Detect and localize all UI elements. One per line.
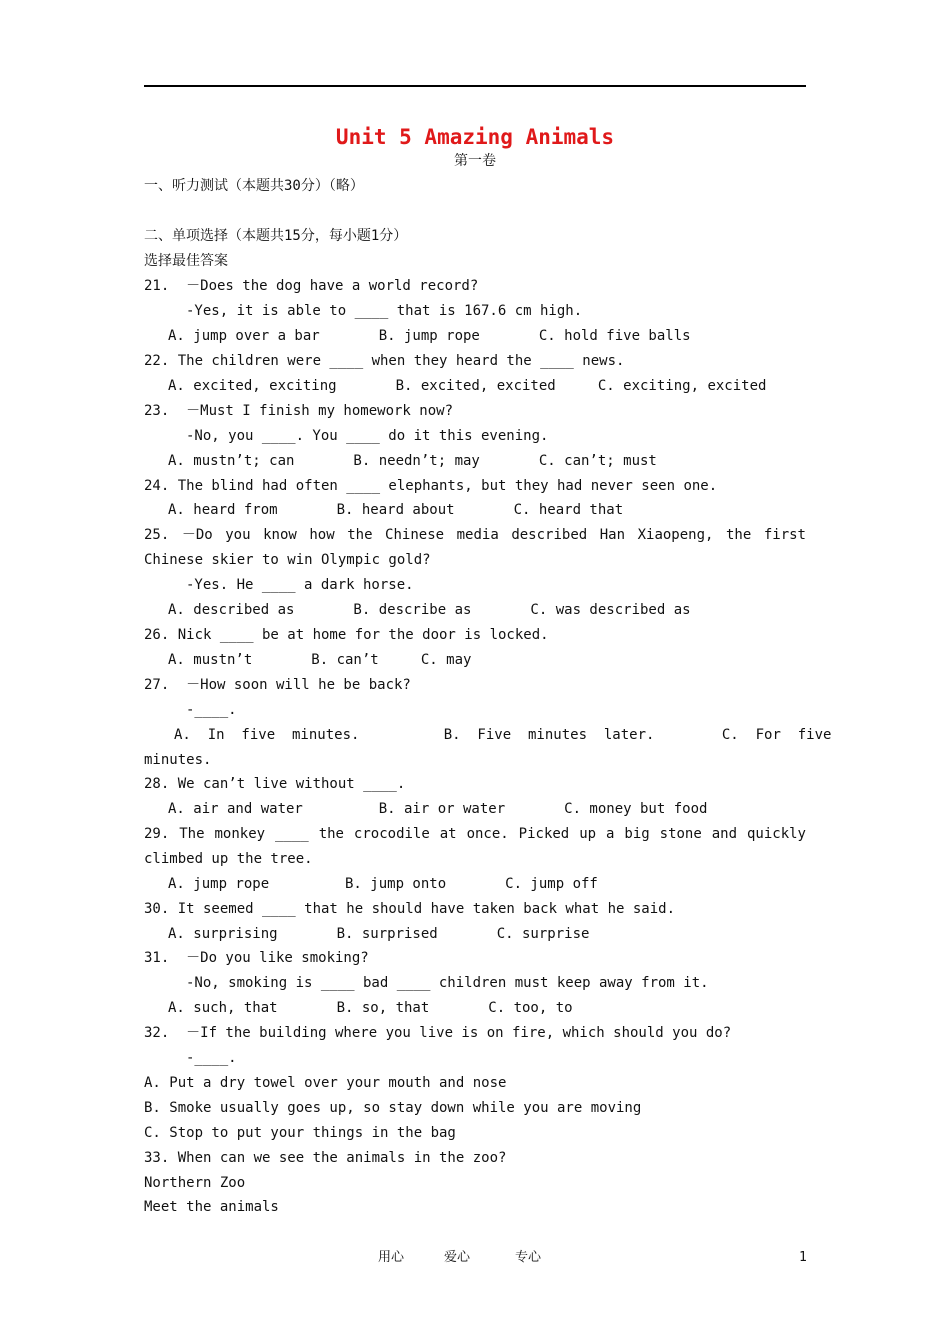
text-line: -No, smoking is ____ bad ____ children must keep away from it.: [186, 975, 709, 991]
text-line: 30. It seemed ____ that he should have taken back what he said.: [144, 901, 676, 917]
text-line: 24. The blind had often ____ elephants, but they had never seen one.: [144, 478, 718, 494]
text-line: 28. We can’t live without ____.: [144, 776, 406, 792]
text-line: 21. －Does the dog have a world record?: [144, 278, 479, 294]
text-line: -Yes. He ____ a dark horse.: [186, 577, 414, 593]
text-line: 二、单项选择（本题共15分，每小题1分）: [144, 228, 408, 244]
text-line: 26. Nick ____ be at home for the door is locked.: [144, 627, 549, 643]
text-line: 32. －If the building where you live is on fire, which should you do?: [144, 1025, 732, 1041]
text-line: -No, you ____. You ____ do it this evening.: [186, 428, 549, 444]
text-line: 选择最佳答案: [144, 253, 228, 269]
footer-word-1: 用心: [378, 1250, 405, 1265]
text-line: -____.: [186, 1050, 237, 1066]
text-line: A. surprising B. surprised C. surprise: [168, 926, 590, 942]
text-line: -____.: [186, 702, 237, 718]
text-line: A. such, that B. so, that C. too, to: [168, 1000, 573, 1016]
text-line: climbed up the tree.: [144, 851, 313, 867]
text-line: A. air and water B. air or water C. money but food: [168, 801, 708, 817]
text-line: A. excited, exciting B. excited, excited C. exciting, excited: [168, 378, 767, 394]
text-line: 25. －Do you know how the Chinese media described Han Xiaopeng, the first: [144, 527, 806, 543]
page-subtitle: 第一卷: [454, 153, 496, 169]
page-number: 1: [799, 1250, 807, 1265]
footer-word-3: 专心: [515, 1250, 542, 1265]
text-line: 29. The monkey ____ the crocodile at once. Picked up a big stone and quickly: [144, 826, 806, 842]
text-line: 31. －Do you like smoking?: [144, 950, 369, 966]
text-line: -Yes, it is able to ____ that is 167.6 cm high.: [186, 303, 583, 319]
text-line: 22. The children were ____ when they heard the ____ news.: [144, 353, 625, 369]
text-line: minutes.: [144, 752, 212, 768]
text-line: 23. －Must I finish my homework now?: [144, 403, 454, 419]
text-line: A. jump rope B. jump onto C. jump off: [168, 876, 598, 892]
text-line: B. Smoke usually goes up, so stay down while you are moving: [144, 1100, 642, 1116]
header-rule: [144, 85, 806, 87]
page-title: Unit 5 Amazing Animals: [335, 125, 615, 149]
text-line: Northern Zoo: [144, 1175, 246, 1191]
text-line: 33. When can we see the animals in the zoo?: [144, 1150, 507, 1166]
text-line: A. mustn’t B. can’t C. may: [168, 652, 472, 668]
text-line: C. Stop to put your things in the bag: [144, 1125, 456, 1141]
text-line: Meet the animals: [144, 1199, 279, 1215]
text-line: Chinese skier to win Olympic gold?: [144, 552, 431, 568]
text-line: 一、听力测试（本题共30分）（略）: [144, 178, 364, 194]
text-line: 27. －How soon will he be back?: [144, 677, 411, 693]
text-line: A. heard from B. heard about C. heard that: [168, 502, 624, 518]
text-line: A. jump over a bar B. jump rope C. hold five balls: [168, 328, 691, 344]
text-line: A. Put a dry towel over your mouth and nose: [144, 1075, 507, 1091]
footer-word-2: 爱心: [444, 1250, 471, 1265]
text-line: A. In five minutes. B. Five minutes later. C. For five: [174, 727, 832, 743]
text-line: A. mustn’t; can B. needn’t; may C. can’t; must: [168, 453, 657, 469]
text-line: A. described as B. describe as C. was described as: [168, 602, 691, 618]
